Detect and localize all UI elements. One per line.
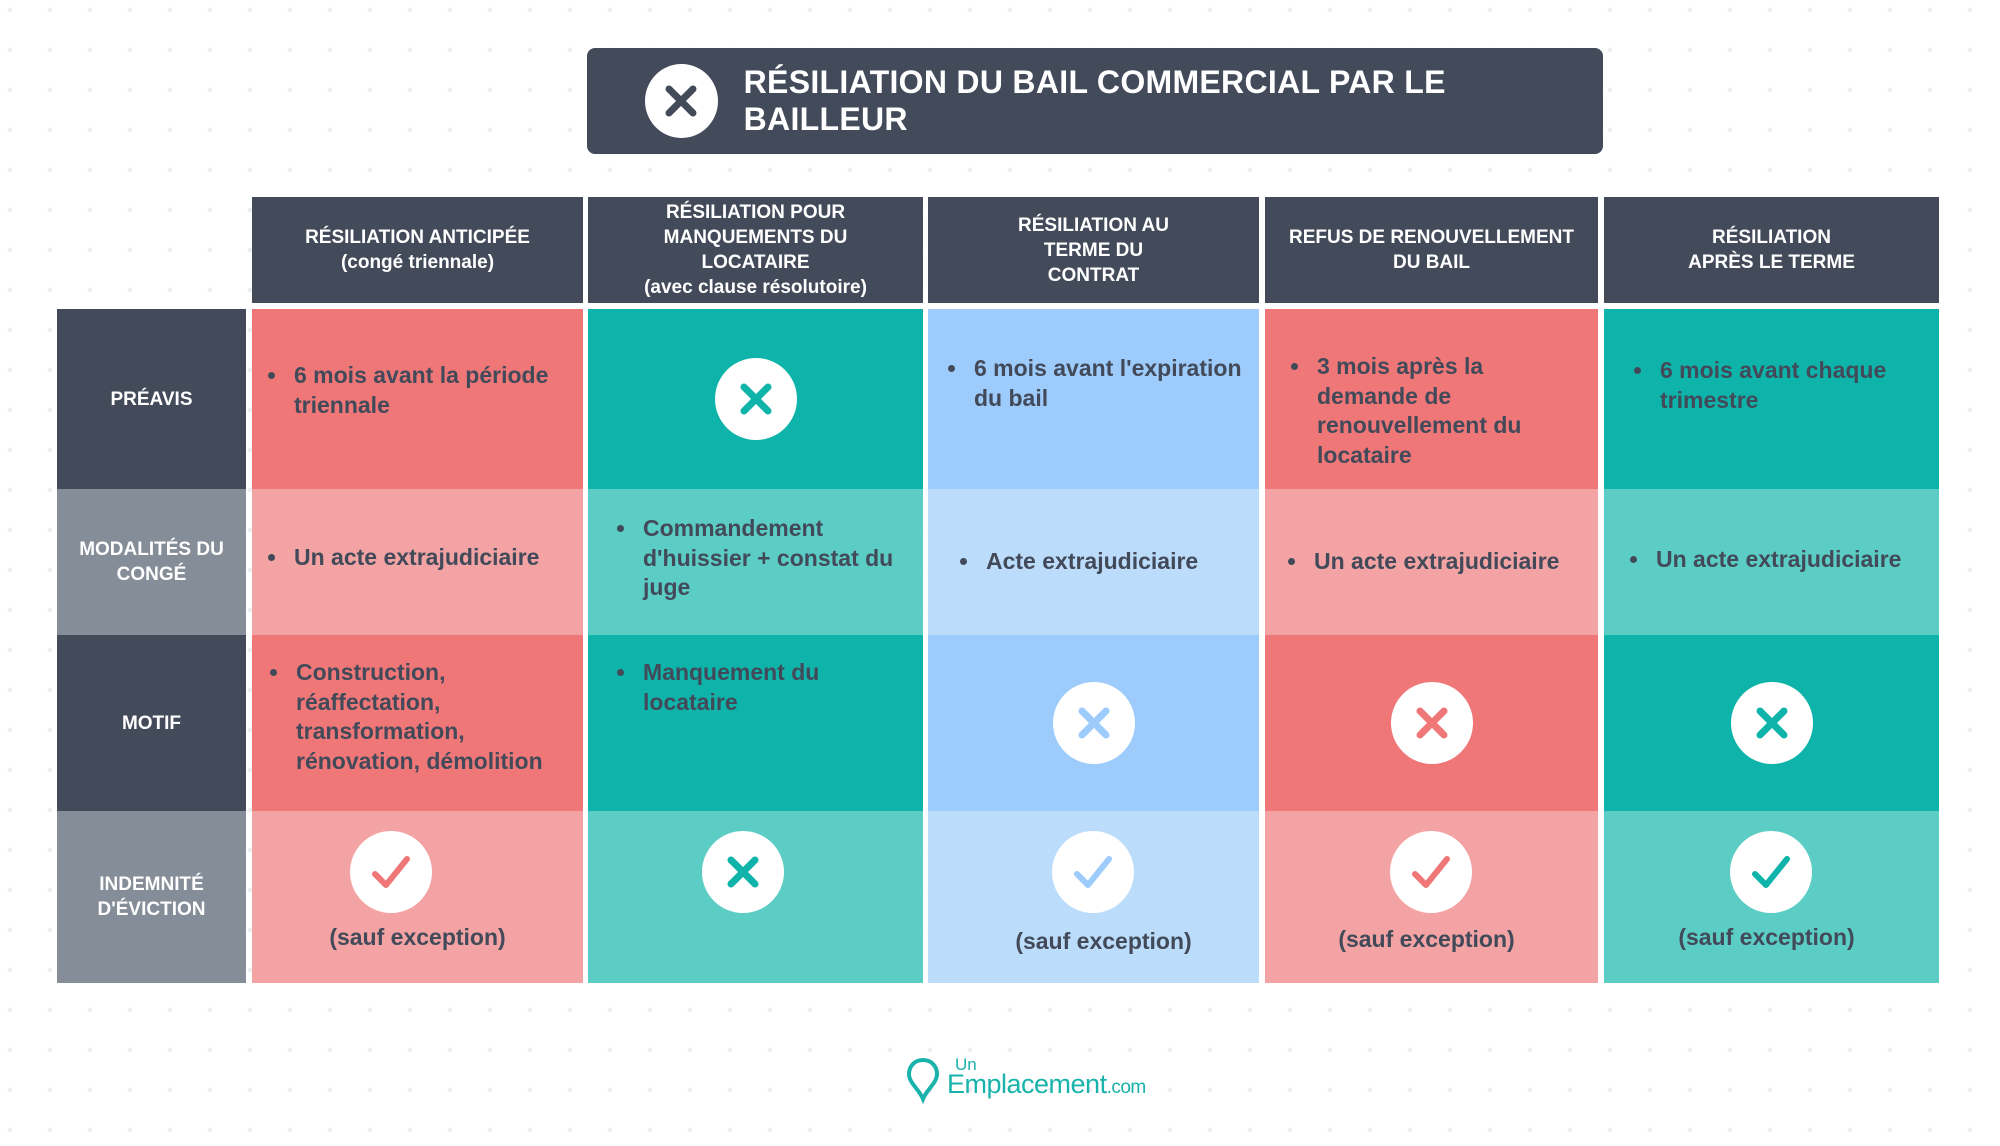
exception-note: (sauf exception) bbox=[1338, 926, 1515, 952]
cell-indemnite-terme bbox=[928, 811, 1259, 983]
check-icon bbox=[1052, 831, 1134, 913]
column-header-title: REFUS DE RENOUVELLEMENT DU BAIL bbox=[1288, 227, 1575, 273]
cell-indemnite-apres-terme bbox=[1604, 811, 1939, 983]
list-item: 6 mois avant chaque trimestre bbox=[1634, 356, 1927, 415]
column-header-apres-terme bbox=[1604, 197, 1939, 303]
list-item: Un acte extrajudiciaire bbox=[268, 543, 569, 573]
column-header-subtitle: (congé triennale) bbox=[340, 252, 495, 273]
list-item: 6 mois avant l'expiration du bail bbox=[948, 354, 1245, 413]
check-icon bbox=[1390, 831, 1472, 913]
close-icon bbox=[1053, 682, 1135, 764]
title-banner bbox=[587, 48, 1603, 154]
cell-motif-manquements bbox=[588, 635, 923, 811]
check-icon bbox=[350, 831, 432, 913]
cell-motif-anticipee bbox=[252, 635, 583, 811]
row-label-motif: MOTIF bbox=[57, 635, 246, 811]
exception-note: (sauf exception) bbox=[1678, 924, 1855, 950]
cell-modalites-refus bbox=[1265, 489, 1598, 635]
column-header-terme bbox=[928, 197, 1259, 303]
list-item: Acte extrajudiciaire bbox=[960, 547, 1249, 577]
cell-modalites-terme bbox=[928, 489, 1259, 635]
column-header-anticipee bbox=[252, 197, 583, 303]
cell-motif-terme bbox=[928, 635, 1259, 811]
close-icon bbox=[702, 831, 784, 913]
row-label-preavis: PRÉAVIS bbox=[57, 309, 246, 489]
list-item: Manquement du locataire bbox=[617, 658, 911, 717]
list-item: 6 mois avant la période triennale bbox=[268, 361, 569, 420]
cell-modalites-anticipee bbox=[252, 489, 583, 635]
cell-indemnite-manquements bbox=[588, 811, 923, 983]
list-item: 3 mois après la demande de renouvellement du locataire bbox=[1291, 352, 1586, 470]
column-header-refus bbox=[1265, 197, 1598, 303]
column-header-title: RÉSILIATION POUR MANQUEMENTS DU LOCATAIRE bbox=[663, 202, 848, 273]
list-item: Commandement d'huissier + constat du juge bbox=[617, 514, 911, 603]
exception-note: (sauf exception) bbox=[329, 924, 506, 950]
cell-motif-apres-terme bbox=[1604, 635, 1939, 811]
logo-text-main: Emplacement bbox=[947, 1069, 1107, 1099]
list-item: Un acte extrajudiciaire bbox=[1630, 545, 1931, 575]
cell-indemnite-refus bbox=[1265, 811, 1598, 983]
check-icon bbox=[1730, 831, 1812, 913]
list-item: Un acte extrajudiciaire bbox=[1288, 547, 1588, 577]
logo bbox=[905, 1055, 1146, 1105]
cell-motif-refus bbox=[1265, 635, 1598, 811]
list-item: Construction, réaffectation, transformation, rénovation, démolition bbox=[270, 658, 573, 776]
row-label-indemnite: INDEMNITÉ D'ÉVICTION bbox=[57, 811, 246, 983]
page-title: RÉSILIATION DU BAIL COMMERCIAL PAR LE BAILLEUR bbox=[743, 64, 1446, 137]
close-icon bbox=[715, 358, 797, 440]
cell-indemnite-anticipee bbox=[252, 811, 583, 983]
cell-preavis-refus bbox=[1265, 309, 1598, 489]
cell-preavis-apres-terme bbox=[1604, 309, 1939, 489]
column-header-title: RÉSILIATION AU TERME DU CONTRAT bbox=[1018, 214, 1169, 286]
column-header-title: RÉSILIATION ANTICIPÉE bbox=[305, 227, 530, 248]
column-header-subtitle: (avec clause résolutoire) bbox=[644, 277, 867, 298]
cell-preavis-anticipee bbox=[252, 309, 583, 489]
logo-text-small: Un bbox=[955, 1055, 977, 1074]
cell-modalites-apres-terme bbox=[1604, 489, 1939, 635]
cell-preavis-terme bbox=[928, 309, 1259, 489]
close-icon bbox=[1391, 682, 1473, 764]
row-label-modalites: MODALITÉS DU CONGÉ bbox=[57, 489, 246, 635]
close-icon bbox=[1731, 682, 1813, 764]
logo-text-suffix: .com bbox=[1106, 1077, 1146, 1098]
column-header-manquements bbox=[588, 197, 923, 303]
close-icon bbox=[645, 64, 718, 138]
location-pin-icon bbox=[905, 1057, 941, 1105]
exception-note: (sauf exception) bbox=[1015, 928, 1192, 954]
column-header-title: RÉSILIATION APRÈS LE TERME bbox=[1688, 227, 1855, 273]
cell-preavis-manquements bbox=[588, 309, 923, 489]
cell-modalites-manquements bbox=[588, 489, 923, 635]
